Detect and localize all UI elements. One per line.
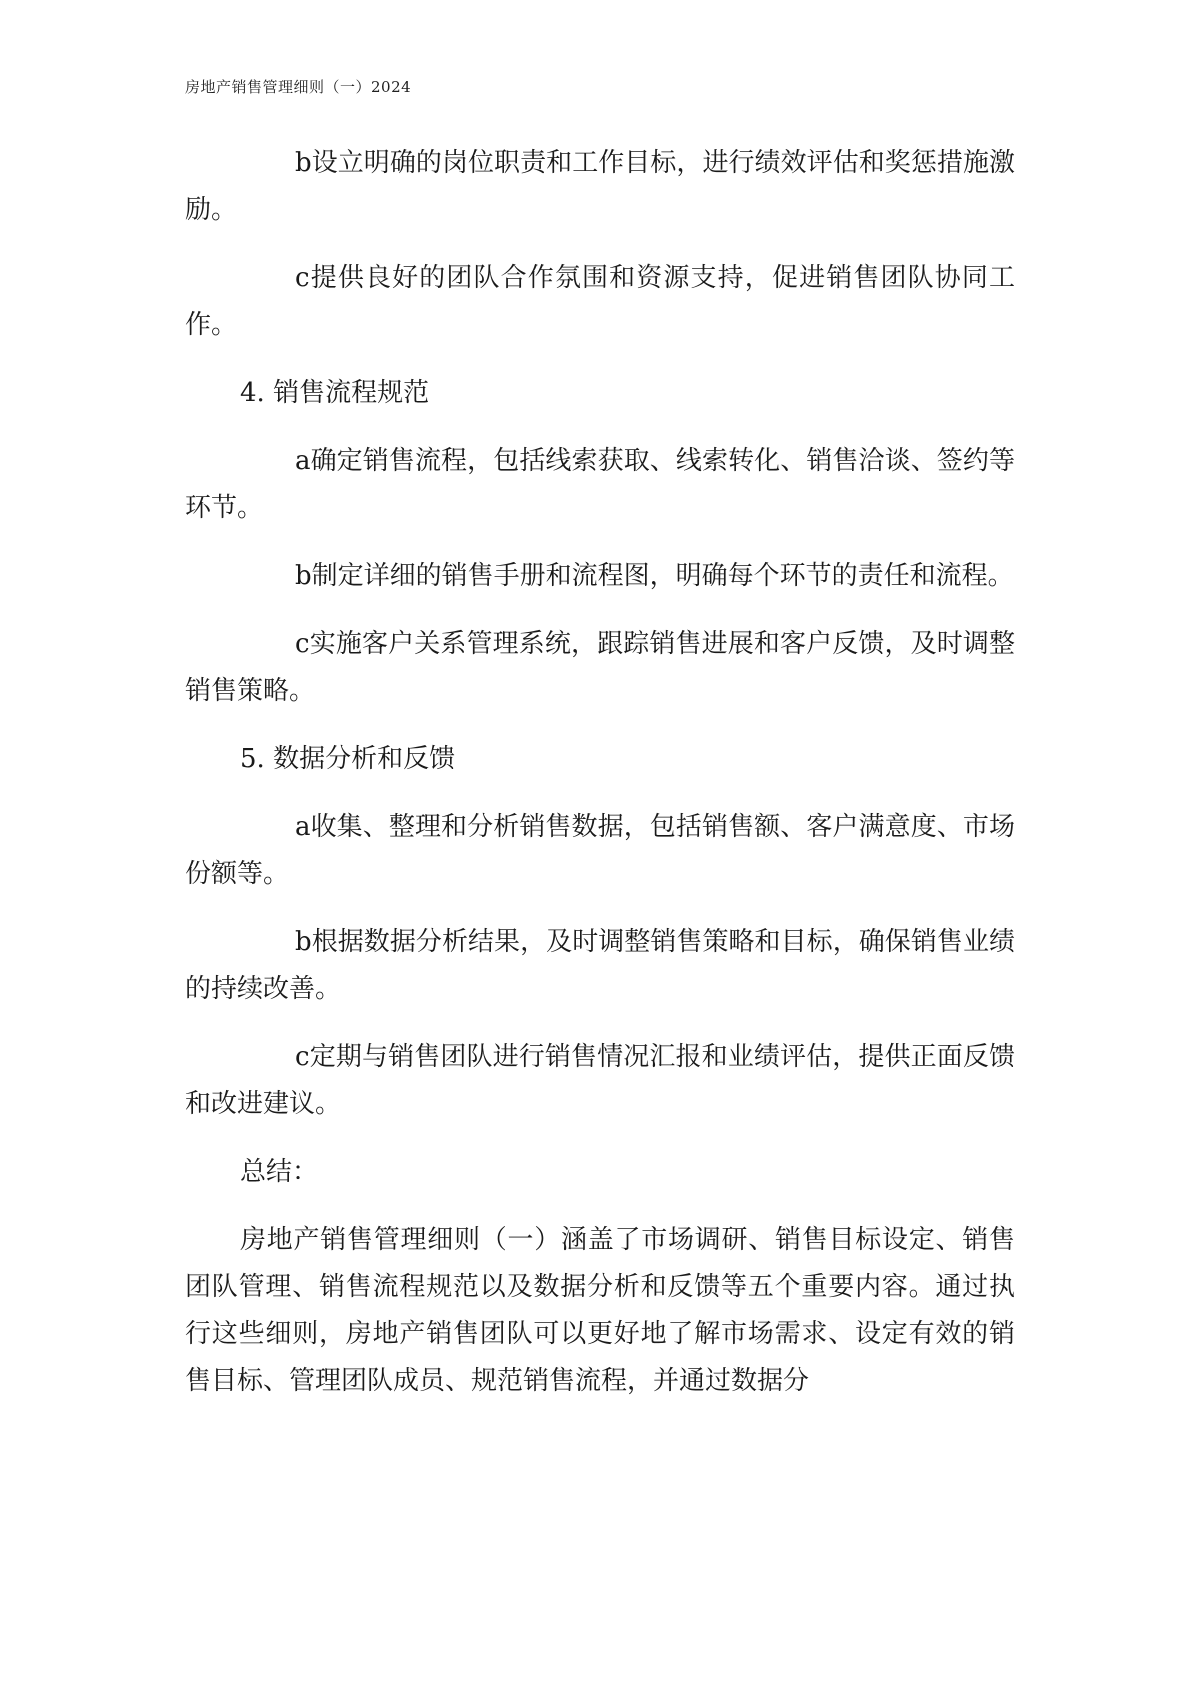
paragraph-5c: c定期与销售团队进行销售情况汇报和业绩评估，提供正面反馈和改进建议。 — [185, 1042, 1015, 1119]
paragraph-3c: c提供良好的团队合作氛围和资源支持，促进销售团队协同工作。 — [185, 263, 1015, 340]
paragraph-4b: b制定详细的销售手册和流程图，明确每个环节的责任和流程。 — [295, 561, 1014, 591]
section-5-heading: 5. 数据分析和反馈 — [240, 744, 456, 774]
summary-paragraph: 房地产销售管理细则（一）涵盖了市场调研、销售目标设定、销售团队管理、销售流程规范以及数据分析和反馈等五个重要内容。通过执行这些细则，房地产销售团队可以更好地了解市场需求、设定有效的销售目标、管理团队成员、规范销售流程，并通过数据分 — [185, 1225, 1015, 1396]
summary-heading: 总结： — [240, 1157, 319, 1187]
paragraph-3b: b设立明确的岗位职责和工作目标，进行绩效评估和奖惩措施激励。 — [185, 148, 1015, 225]
page-header: 房地产销售管理细则（一）2024 — [185, 78, 412, 96]
paragraph-4a: a确定销售流程，包括线索获取、线索转化、销售洽谈、签约等环节。 — [185, 446, 1015, 523]
section-4-heading: 4. 销售流程规范 — [240, 378, 430, 408]
document-body — [185, 140, 1015, 1426]
paragraph-5a: a收集、整理和分析销售数据，包括销售额、客户满意度、市场份额等。 — [185, 812, 1015, 889]
paragraph-5b: b根据数据分析结果，及时调整销售策略和目标，确保销售业绩的持续改善。 — [185, 927, 1015, 1004]
paragraph-4c: c实施客户关系管理系统，跟踪销售进展和客户反馈，及时调整销售策略。 — [185, 629, 1015, 706]
